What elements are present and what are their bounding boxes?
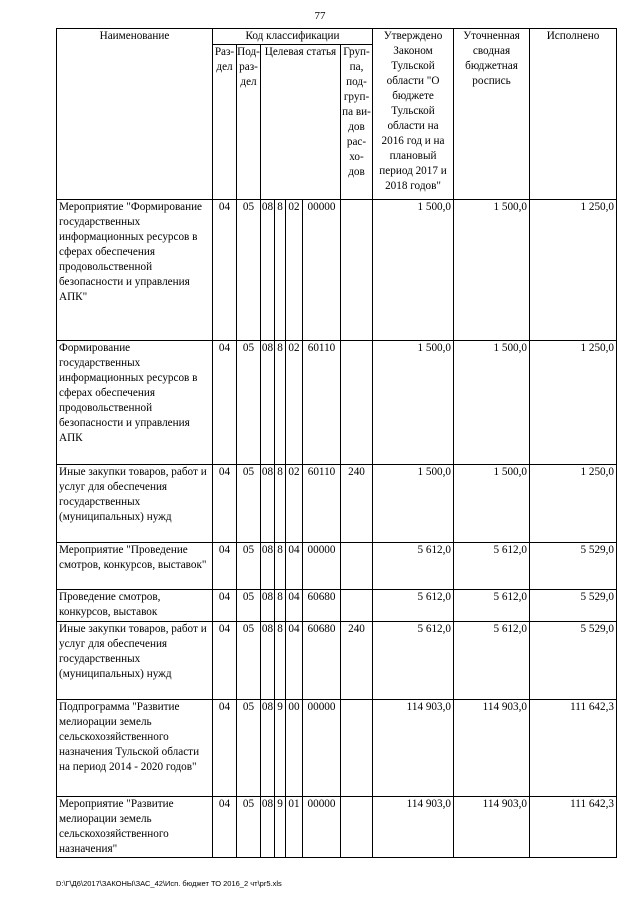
table-row: [57, 465, 617, 543]
header-approved: Утверждено Законом Тульской области "О бюджете Тульской области на 2016 год и на плановый период 2017 и 2018 годов": [373, 29, 454, 200]
row-target-3: 02: [286, 341, 303, 465]
header-code-group: Код классификации: [213, 29, 373, 45]
row-target-4: 60680: [303, 590, 341, 622]
row-refined: 1 500,0: [454, 200, 530, 341]
row-podrazdel: 05: [237, 590, 261, 622]
table-row: [57, 200, 617, 341]
row-executed: 5 529,0: [530, 622, 617, 700]
row-executed: 5 529,0: [530, 590, 617, 622]
row-group: [341, 200, 373, 341]
row-target-1: 08: [261, 590, 275, 622]
row-approved: 5 612,0: [373, 590, 454, 622]
row-target-1: 08: [261, 543, 275, 590]
row-razdel: 04: [213, 341, 237, 465]
row-razdel: 04: [213, 543, 237, 590]
row-razdel: 04: [213, 200, 237, 341]
row-target-3: 04: [286, 590, 303, 622]
row-name: Мероприятие "Проведение смотров, конкурсов, выставок": [57, 543, 213, 590]
header-podrazdel: Под- раз- дел: [237, 45, 261, 200]
table-row: [57, 700, 617, 797]
row-approved: 5 612,0: [373, 622, 454, 700]
row-refined: 5 612,0: [454, 543, 530, 590]
row-target-3: 04: [286, 543, 303, 590]
row-target-4: 00000: [303, 700, 341, 797]
row-target-2: 8: [275, 543, 286, 590]
row-razdel: 04: [213, 700, 237, 797]
header-group: Груп- па, под- груп- па ви- дов рас- хо- дов: [341, 45, 373, 200]
row-refined: 1 500,0: [454, 341, 530, 465]
row-group: [341, 797, 373, 858]
row-executed: 111 642,3: [530, 700, 617, 797]
row-target-1: 08: [261, 797, 275, 858]
row-razdel: 04: [213, 465, 237, 543]
row-target-2: 9: [275, 797, 286, 858]
row-name: Подпрограмма "Развитие мелиорации земель сельскохозяйственного назначения Тульской области на период 2014 - 2020 годов": [57, 700, 213, 797]
row-approved: 1 500,0: [373, 341, 454, 465]
row-refined: 1 500,0: [454, 465, 530, 543]
row-target-4: 00000: [303, 797, 341, 858]
row-podrazdel: 05: [237, 465, 261, 543]
row-group: 240: [341, 465, 373, 543]
row-podrazdel: 05: [237, 622, 261, 700]
row-refined: 5 612,0: [454, 590, 530, 622]
row-executed: 111 642,3: [530, 797, 617, 858]
header-executed: Исполнено: [530, 29, 617, 200]
row-razdel: 04: [213, 590, 237, 622]
row-executed: 1 250,0: [530, 200, 617, 341]
row-target-1: 08: [261, 200, 275, 341]
row-approved: 5 612,0: [373, 543, 454, 590]
row-name: Формирование государственных информационных ресурсов в сферах обеспечения продовольственной безопасности и управления АПК: [57, 341, 213, 465]
row-group: [341, 543, 373, 590]
row-name: Иные закупки товаров, работ и услуг для обеспечения государственных (муниципальных) нужд: [57, 465, 213, 543]
table-row: [57, 622, 617, 700]
header-name: Наименование: [57, 29, 213, 200]
row-target-4: 00000: [303, 543, 341, 590]
row-executed: 5 529,0: [530, 543, 617, 590]
row-target-4: 60680: [303, 622, 341, 700]
row-refined: 114 903,0: [454, 797, 530, 858]
row-target-3: 02: [286, 200, 303, 341]
row-name: Мероприятие "Развитие мелиорации земель сельскохозяйственного назначения": [57, 797, 213, 858]
row-name: Мероприятие "Формирование государственных информационных ресурсов в сферах обеспечения продовольственной безопасности и управления АПК": [57, 200, 213, 341]
row-target-2: 8: [275, 465, 286, 543]
row-target-1: 08: [261, 622, 275, 700]
row-target-3: 00: [286, 700, 303, 797]
row-target-2: 8: [275, 590, 286, 622]
header-razdel: Раз- дел: [213, 45, 237, 200]
row-approved: 1 500,0: [373, 200, 454, 341]
row-target-4: 60110: [303, 465, 341, 543]
table-row: [57, 797, 617, 858]
row-podrazdel: 05: [237, 543, 261, 590]
row-executed: 1 250,0: [530, 465, 617, 543]
row-approved: 1 500,0: [373, 465, 454, 543]
row-razdel: 04: [213, 622, 237, 700]
row-target-2: 8: [275, 200, 286, 341]
row-group: [341, 341, 373, 465]
row-target-4: 00000: [303, 200, 341, 341]
table-row: [57, 341, 617, 465]
row-approved: 114 903,0: [373, 700, 454, 797]
row-group: [341, 700, 373, 797]
row-podrazdel: 05: [237, 797, 261, 858]
row-executed: 1 250,0: [530, 341, 617, 465]
row-target-1: 08: [261, 700, 275, 797]
row-group: 240: [341, 622, 373, 700]
row-target-3: 01: [286, 797, 303, 858]
row-target-3: 04: [286, 622, 303, 700]
row-target-1: 08: [261, 465, 275, 543]
row-target-3: 02: [286, 465, 303, 543]
row-podrazdel: 05: [237, 341, 261, 465]
row-podrazdel: 05: [237, 200, 261, 341]
header-refined: Уточненная сводная бюджетная роспись: [454, 29, 530, 200]
budget-table: [56, 28, 617, 858]
row-group: [341, 590, 373, 622]
row-podrazdel: 05: [237, 700, 261, 797]
footer-file-path: D:\Г\Д6\2017\ЗАКОНЫ\ЗАС_42\Исп. бюджет ТО 2016_2 чт\pr5.xls: [56, 879, 282, 888]
row-name: Проведение смотров, конкурсов, выставок: [57, 590, 213, 622]
row-target-4: 60110: [303, 341, 341, 465]
row-name: Иные закупки товаров, работ и услуг для обеспечения государственных (муниципальных) нужд: [57, 622, 213, 700]
row-target-2: 8: [275, 341, 286, 465]
table-row: [57, 590, 617, 622]
page-number: 77: [314, 10, 326, 22]
header-target: Целевая статья: [261, 45, 341, 200]
table-row: [57, 543, 617, 590]
row-approved: 114 903,0: [373, 797, 454, 858]
row-refined: 5 612,0: [454, 622, 530, 700]
row-target-2: 8: [275, 622, 286, 700]
row-target-2: 9: [275, 700, 286, 797]
row-target-1: 08: [261, 341, 275, 465]
row-refined: 114 903,0: [454, 700, 530, 797]
row-razdel: 04: [213, 797, 237, 858]
